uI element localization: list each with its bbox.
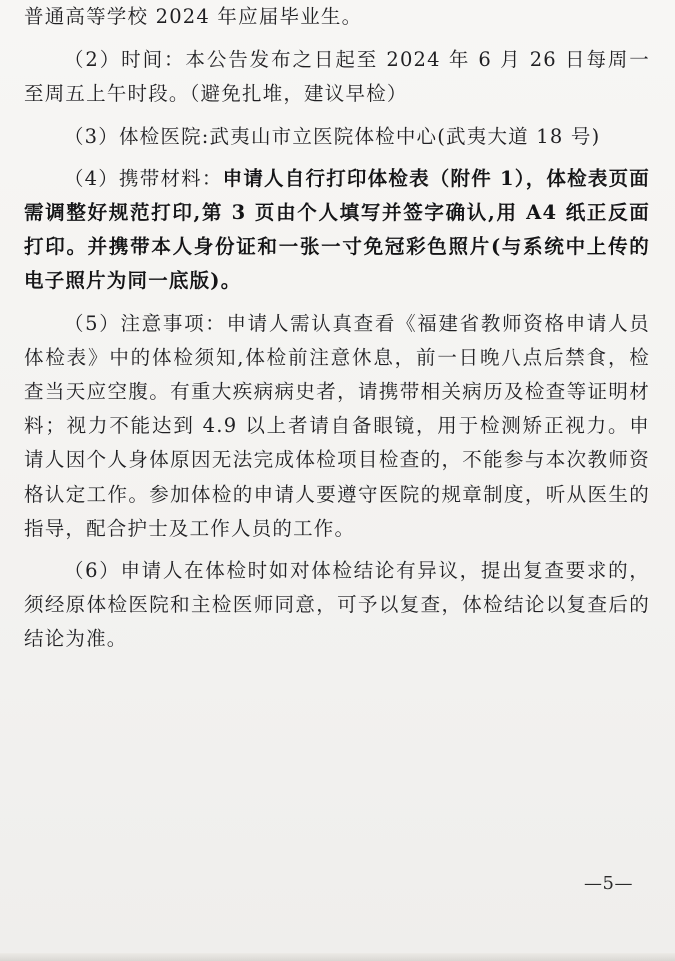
paragraph-hospital: （3）体检医院:武夷山市立医院体检中心(武夷大道 18 号) (63, 124, 601, 148)
materials-label: （4）携带材料： (63, 166, 223, 190)
materials-bold-text: 申请人自行打印体检表（附件 1），体检表页面需调整好规范打印,第 3 页由个人填写并签字确认,用 A4 纸正反面打印。并携带本人身份证和一张一寸免冠彩色照片(与系统中上传的电子照片为同一底版)。 (24, 166, 650, 293)
document-body (24, 0, 650, 657)
paragraph-time: （2）时间：本公告发布之日起至 2024 年 6 月 26 日每周一至周五上午时段。（避免扎堆，建议早检） (24, 48, 650, 106)
paragraph-materials (24, 162, 650, 299)
page-number: —5— (584, 873, 633, 894)
scan-bottom-edge (0, 953, 675, 961)
paragraph-notes: （5）注意事项：申请人需认真查看《福建省教师资格申请人员体检表》中的体检须知,体检前注意休息，前一日晚八点后禁食，检查当天应空腹。有重大疾病病史者，请携带相关病历及检查等证明材料；视力不能达到 4.9 以上者请自备眼镜，用于检测矫正视力。申请人因个人身体原因无法完成体检项目检查的，不能参与本次教师资格认定工作。参加体检的申请人要遵守医院的规章制度，听从医生的指导，配合护士及工作人员的工作。 (24, 311, 650, 540)
paragraph-review: （6）申请人在体检时如对体检结论有异议，提出复查要求的，须经原体检医院和主检医师同意，可予以复查，体检结论以复查后的结论为准。 (24, 559, 650, 651)
paragraph-eligibility-continued: 普通高等学校 2024 年应届毕业生。 (24, 5, 363, 28)
